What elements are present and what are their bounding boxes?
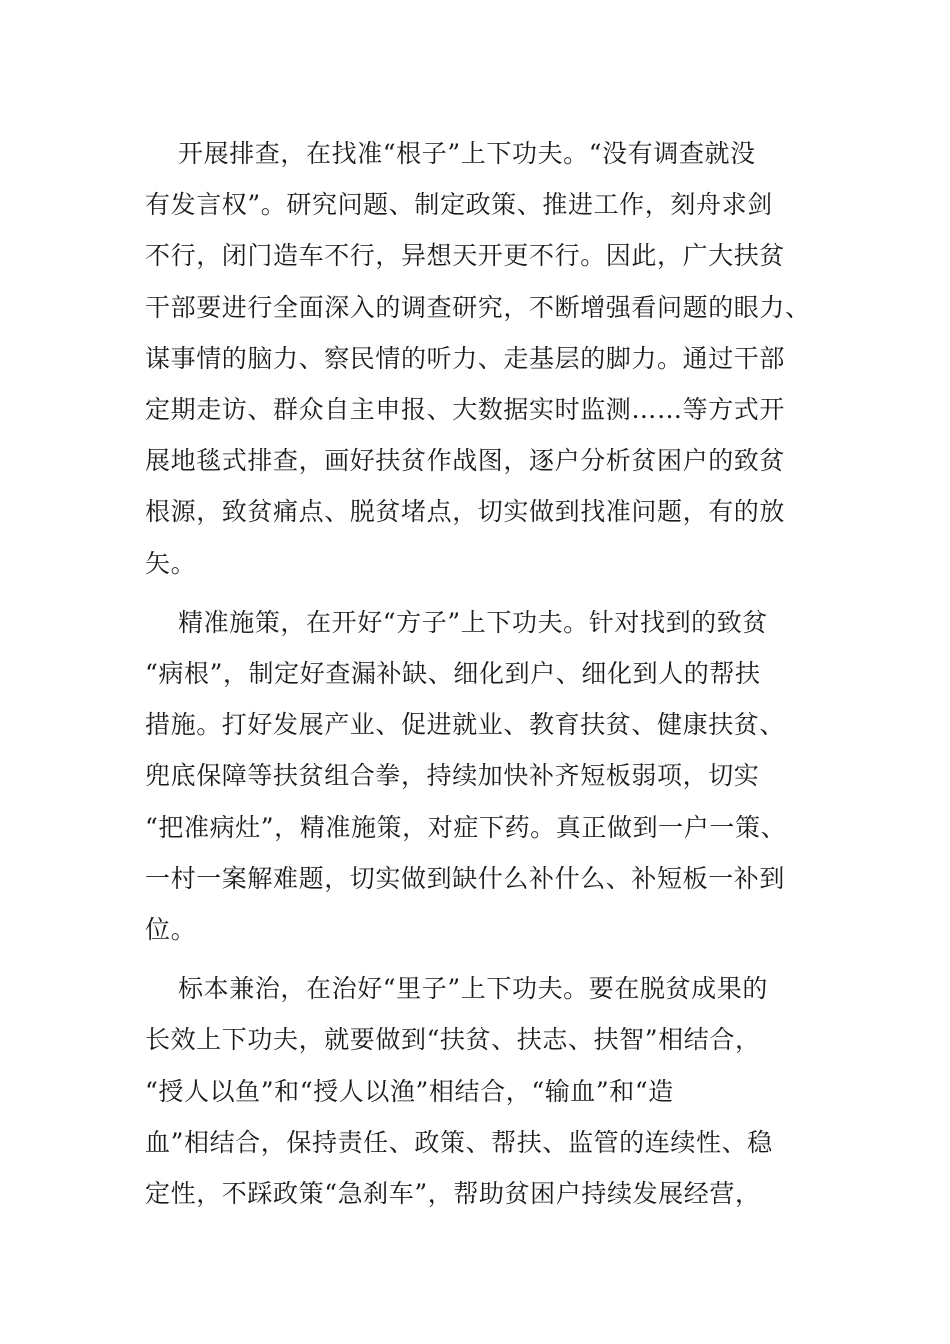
paragraph-line: 精准施策，在开好“方子”上下功夫。针对找到的致贫 bbox=[178, 607, 768, 637]
paragraph-investigation bbox=[145, 128, 811, 589]
paragraph-line: 有发言权”。研究问题、制定政策、推进工作，刻舟求剑 bbox=[145, 190, 773, 220]
paragraph-line: 兜底保障等扶贫组合拳，持续加快补齐短板弱项，切实 bbox=[145, 761, 760, 791]
paragraph-line: 谋事情的脑力、察民情的听力、走基层的脚力。通过干部 bbox=[145, 343, 786, 373]
paragraph-line: “授人以鱼”和“授人以渔”相结合，“输血”和“造 bbox=[145, 1076, 674, 1106]
paragraph-line: 矢。 bbox=[145, 548, 197, 578]
document-body bbox=[145, 128, 811, 1227]
paragraph-root-cause bbox=[145, 963, 805, 1219]
paragraph-line: 根源，致贫痛点、脱贫堵点，切实做到找准问题，有的放 bbox=[145, 497, 786, 527]
paragraph-line: 定期走访、群众自主申报、大数据实时监测……等方式开 bbox=[145, 395, 786, 425]
paragraph-line: 位。 bbox=[145, 915, 197, 945]
paragraph-line: 展地毯式排查，画好扶贫作战图，逐户分析贫困户的致贫 bbox=[145, 446, 786, 476]
paragraph-precise-measures bbox=[145, 597, 805, 955]
paragraph-line: 干部要进行全面深入的调查研究，不断增强看问题的眼力、 bbox=[145, 292, 811, 322]
paragraph-line: 长效上下功夫，就要做到“扶贫、扶志、扶智”相结合， bbox=[145, 1025, 761, 1055]
paragraph-line: “病根”，制定好查漏补缺、细化到户、细化到人的帮扶 bbox=[145, 659, 761, 689]
paragraph-line: 定性，不踩政策“急刹车”，帮助贫困户持续发展经营， bbox=[145, 1179, 761, 1209]
paragraph-line: 一村一案解难题，切实做到缺什么补什么、补短板一补到 bbox=[145, 863, 786, 893]
paragraph-line: 措施。打好发展产业、促进就业、教育扶贫、健康扶贫、 bbox=[145, 710, 786, 740]
paragraph-line: “把准病灶”，精准施策，对症下药。真正做到一户一策、 bbox=[145, 812, 787, 842]
paragraph-line: 血”相结合，保持责任、政策、帮扶、监管的连续性、稳 bbox=[145, 1127, 773, 1157]
paragraph-line: 开展排查，在找准“根子”上下功夫。“没有调查就没 bbox=[178, 139, 756, 168]
paragraph-line: 不行，闭门造车不行，异想天开更不行。因此，广大扶贫 bbox=[145, 241, 786, 271]
paragraph-line: 标本兼治，在治好“里子”上下功夫。要在脱贫成果的 bbox=[178, 974, 768, 1004]
